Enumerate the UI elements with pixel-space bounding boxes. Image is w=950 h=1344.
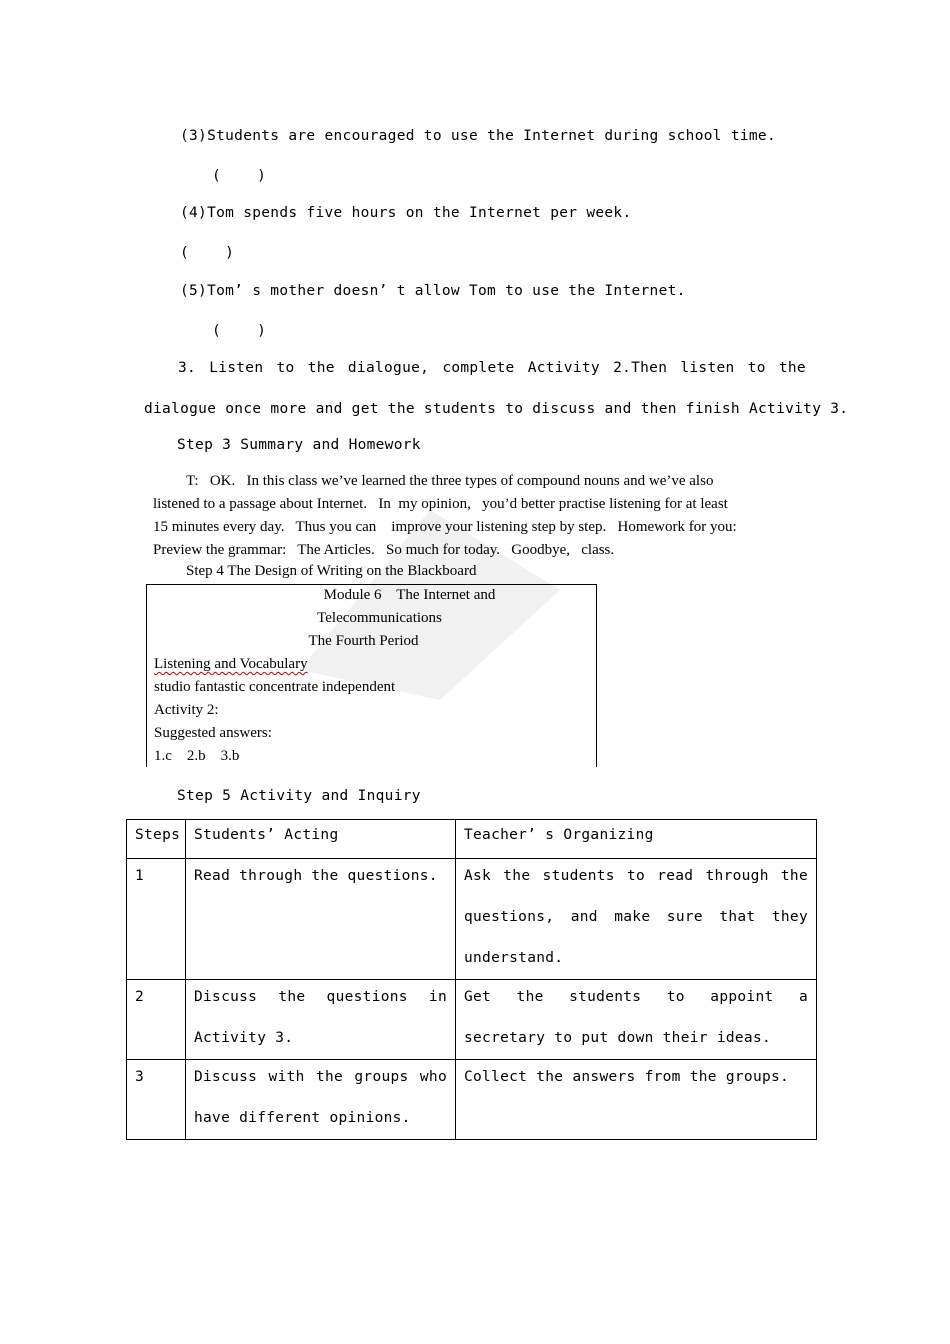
item-3-line-2: dialogue once more and get the students to discuss and then finish Activity 3. <box>144 401 849 417</box>
blackboard-box <box>146 584 597 767</box>
header-teacher-organizing: Teacher’ s Organizing <box>456 820 817 859</box>
question-4: (4)Tom spends five hours on the Internet per week. <box>180 205 632 221</box>
header-students-acting: Students’ Acting <box>186 820 456 859</box>
table-row <box>127 1060 817 1140</box>
header-steps: Steps <box>127 820 186 859</box>
question-4-blank: ( ) <box>180 245 235 261</box>
table-header-row <box>127 820 817 859</box>
row-2-students: Discuss the questions in Activity 3. <box>194 989 447 1046</box>
step-5-heading: Step 5 Activity and Inquiry <box>177 788 421 804</box>
board-line-suggested: Suggested answers: <box>154 725 272 741</box>
row-1-step: 1 <box>135 868 145 884</box>
row-3-students: Discuss with the groups who have different opinions. <box>194 1069 447 1126</box>
summary-line-1: T: OK. In this class we’ve learned the three types of compound nouns and we’ve also <box>186 473 714 489</box>
board-line-answers: 1.c 2.b 3.b <box>154 748 240 764</box>
question-3: (3)Students are encouraged to use the Internet during school time. <box>180 128 776 144</box>
table-row <box>127 980 817 1060</box>
activity-table <box>126 819 817 1140</box>
board-title-3: The Fourth Period <box>308 633 419 649</box>
summary-line-2: listened to a passage about Internet. In my opinion, you’d better practise listening for at least <box>153 496 728 512</box>
summary-line-3: 15 minutes every day. Thus you can improve your listening step by step. Homework for you: <box>153 519 737 535</box>
row-2-teacher: Get the students to appoint a secretary to put down their ideas. <box>464 989 808 1046</box>
summary-line-4: Preview the grammar: The Articles. So much for today. Goodbye, class. <box>153 542 615 558</box>
item-3-line-1: 3. Listen to the dialogue, complete Activity 2.Then listen to the <box>178 360 806 376</box>
table-row <box>127 859 817 980</box>
row-3-step: 3 <box>135 1069 145 1085</box>
board-line-activity: Activity 2: <box>154 702 219 718</box>
question-5-blank: ( ) <box>212 323 267 339</box>
question-5: (5)Tom’ s mother doesn’ t allow Tom to use the Internet. <box>180 283 686 299</box>
question-3-blank: ( ) <box>212 168 267 184</box>
board-line-listening: Listening and Vocabulary <box>154 656 308 672</box>
row-1-teacher: Ask the students to read through the questions, and make sure that they understand. <box>464 868 808 966</box>
step-4-heading: Step 4 The Design of Writing on the Blackboard <box>186 563 477 579</box>
board-title-1: Module 6 The Internet and <box>323 587 496 603</box>
board-line-words: studio fantastic concentrate independent <box>154 679 396 695</box>
row-3-teacher: Collect the answers from the groups. <box>464 1069 790 1085</box>
row-1-students: Read through the questions. <box>194 868 438 884</box>
row-2-step: 2 <box>135 989 145 1005</box>
step-3-heading: Step 3 Summary and Homework <box>177 437 421 453</box>
board-title-2: Telecommunications <box>317 610 442 626</box>
